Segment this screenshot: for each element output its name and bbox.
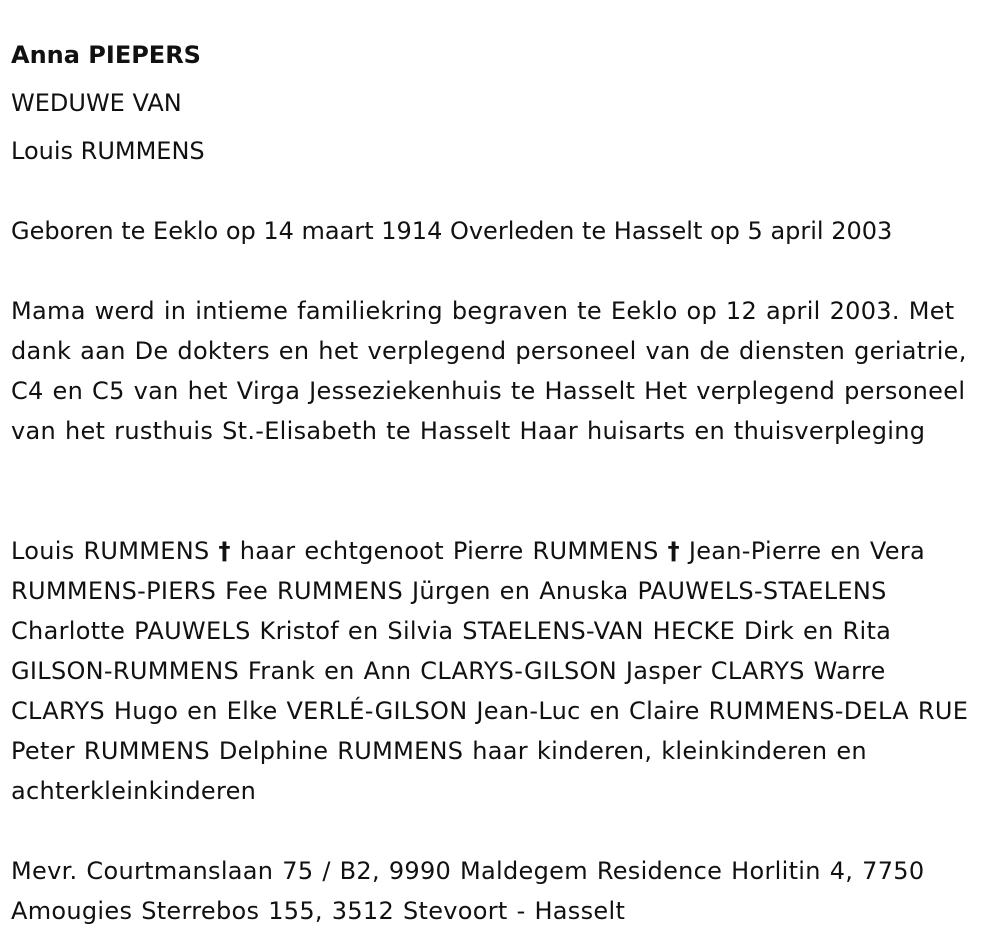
- burial-and-thanks-paragraph: Mama werd in intieme familiekring begraven te Eeklo op 12 april 2003. Met dank aan De dokters en het verplegend personeel van de diensten geriatrie, C4 en C5 van het Virga Jesseziekenhuis te Hasselt Het verplegend personeel van het rusthuis St.-Elisabeth te Hasselt Haar huisarts en thuisverpleging: [11, 297, 967, 445]
- spouse-name: Louis RUMMENS: [11, 137, 205, 165]
- relation-label: WEDUWE VAN: [11, 89, 182, 117]
- family-text-3: Jean-Pierre en Vera RUMMENS-PIERS Fee RUMMENS Jürgen en Anuska PAUWELS-STAELENS Charlotte PAUWELS Kristof en Silvia STAELENS-VAN HECKE Dirk en Rita GILSON-RUMMENS Frank en Ann CLARYS-GILSON Jasper CLARYS Warre CLARYS Hugo en Elke VERLÉ-GILSON Jean-Luc en Claire RUMMENS-DELA RUE Peter RUMMENS Delphine RUMMENS haar kinderen, kleinkinderen en achterkleinkinderen: [11, 537, 969, 805]
- family-text-1: Louis RUMMENS: [11, 537, 210, 565]
- birth-death-dates: Geboren te Eeklo op 14 maart 1914 Overleden te Hasselt op 5 april 2003: [11, 217, 893, 245]
- family-paragraph: [11, 531, 986, 811]
- cross-icon: †: [667, 537, 680, 565]
- deceased-name: Anna PIEPERS: [11, 41, 201, 69]
- cross-icon: †: [218, 537, 231, 565]
- addresses-paragraph: Mevr. Courtmanslaan 75 / B2, 9990 Maldegem Residence Horlitin 4, 7750 Amougies Sterrebos 155, 3512 Stevoort - Hasselt: [11, 857, 925, 925]
- family-text-2: haar echtgenoot Pierre RUMMENS: [239, 537, 659, 565]
